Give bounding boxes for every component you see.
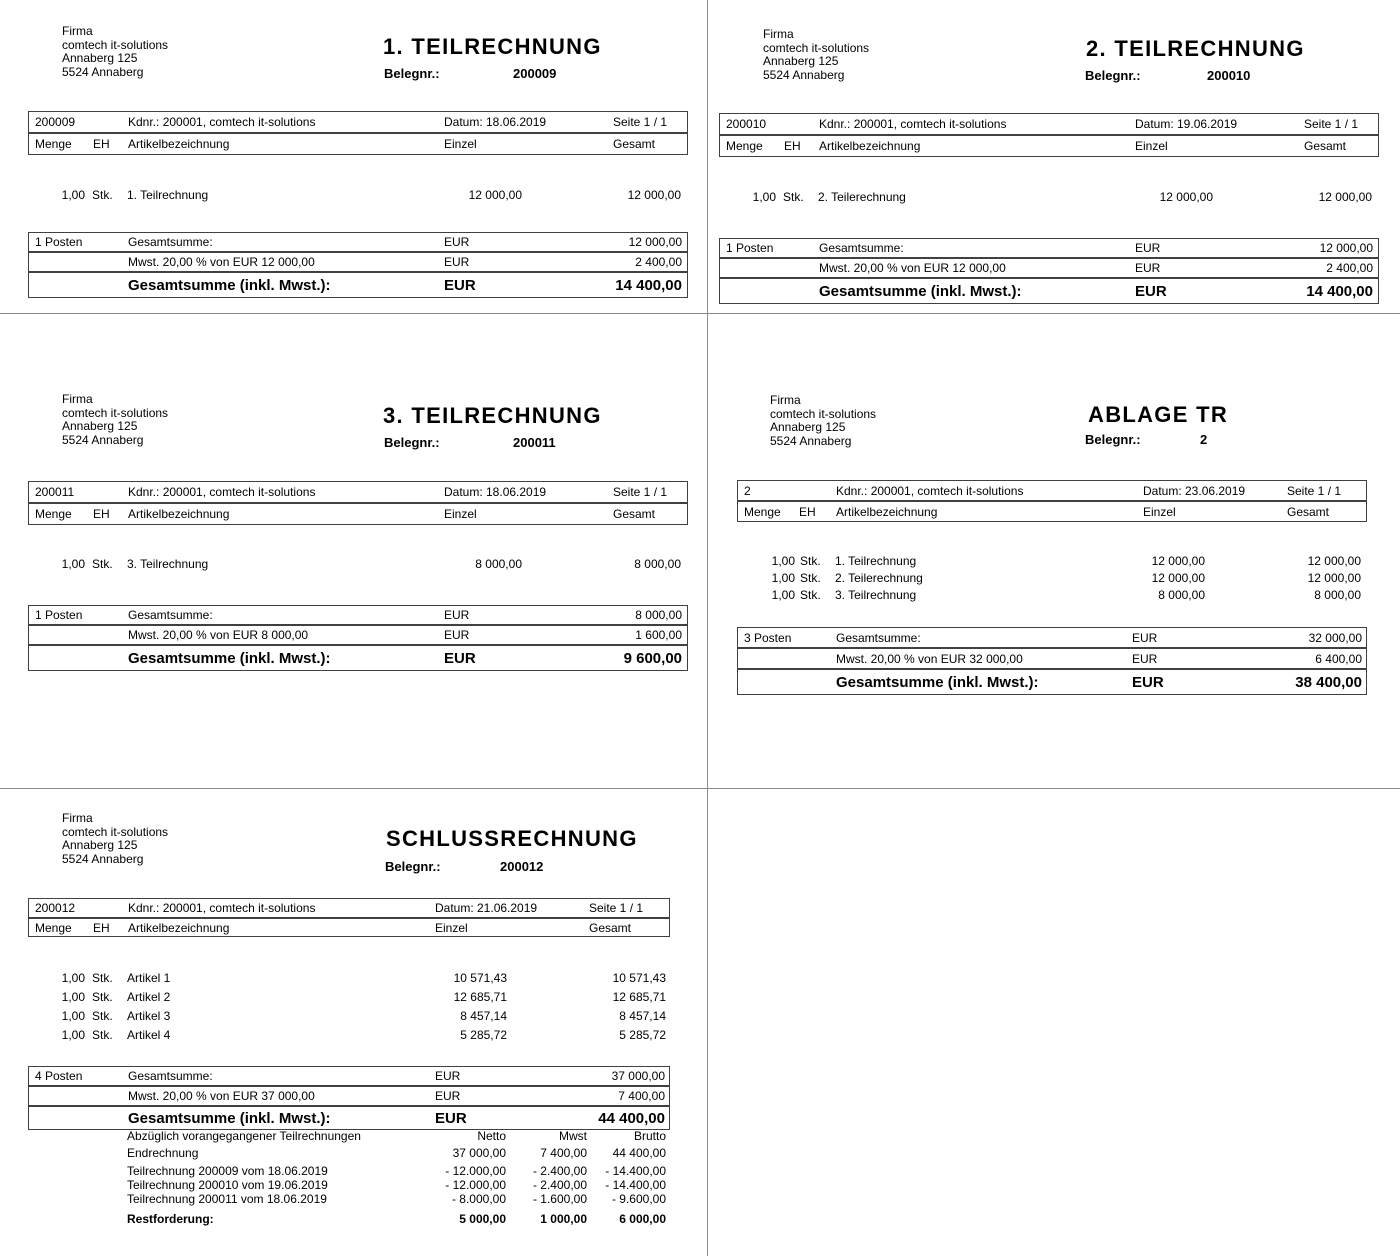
item-total: 10 571,43 xyxy=(612,970,666,985)
item-total: 5 285,72 xyxy=(619,1027,666,1042)
doc-number: 200009 xyxy=(35,115,76,129)
beleg-label: Belegnr.: xyxy=(1085,68,1141,83)
item-description: Artikel 2 xyxy=(127,989,171,1004)
currency: EUR xyxy=(1132,673,1164,691)
doc-number: 200010 xyxy=(726,117,767,131)
vat-value: 2 400,00 xyxy=(635,255,682,269)
item-unit: Stk. xyxy=(92,1027,113,1042)
deduction-mwst: - 1.600,00 xyxy=(532,1192,587,1206)
currency: EUR xyxy=(435,1069,461,1083)
deduction-label: Teilrechnung 200009 vom 18.06.2019 xyxy=(127,1164,328,1178)
teilrechnung-deduction-row xyxy=(28,1192,668,1206)
page-indicator: Seite 1 / 1 xyxy=(589,901,644,915)
col-menge: Menge xyxy=(744,504,781,519)
item-qty: 1,00 xyxy=(61,1027,85,1042)
col-einzel: Einzel xyxy=(444,507,477,521)
sender-line: Annaberg 125 xyxy=(62,51,138,66)
beleg-number: 200011 xyxy=(513,435,556,450)
item-description: 1. Teilrechnung xyxy=(835,553,917,568)
col-einzel: Einzel xyxy=(1143,504,1176,519)
doc-info-row xyxy=(29,899,669,919)
net-total-label: Gesamtsumme: xyxy=(128,1069,213,1083)
col-menge: Menge xyxy=(726,139,763,153)
item-qty: 1,00 xyxy=(61,187,85,202)
gross-total-label: Gesamtsumme (inkl. Mwst.): xyxy=(836,673,1039,691)
vat-label: Mwst. 20,00 % von EUR 12 000,00 xyxy=(128,255,315,269)
doc-info-row xyxy=(720,114,1378,136)
col-gesamt: Gesamt xyxy=(589,920,632,935)
vat-value: 7 400,00 xyxy=(618,1089,665,1103)
currency: EUR xyxy=(1132,630,1158,645)
vat-row xyxy=(29,626,687,646)
invoice-title: 2. TEILRECHNUNG xyxy=(1086,36,1305,61)
gross-total-value: 9 600,00 xyxy=(623,649,682,667)
sender-line: Annaberg 125 xyxy=(62,838,138,853)
gross-total-row xyxy=(720,279,1378,303)
sender-line: comtech it-solutions xyxy=(62,405,169,420)
col-gesamt: Gesamt xyxy=(1304,139,1347,153)
item-row xyxy=(28,555,686,572)
net-total-row xyxy=(29,606,687,626)
item-total: 8 000,00 xyxy=(1314,587,1361,602)
item-list xyxy=(719,188,1377,205)
net-total-value: 37 000,00 xyxy=(611,1069,665,1083)
item-description: Artikel 3 xyxy=(127,1008,171,1023)
col-einzel: Einzel xyxy=(1135,139,1168,153)
col-artikel: Artikelbezeichnung xyxy=(128,507,230,521)
item-total: 12 000,00 xyxy=(1307,570,1361,585)
vat-row xyxy=(29,253,687,273)
customer-number: Kdnr.: 200001, comtech it-solutions xyxy=(819,117,1007,131)
item-unit: Stk. xyxy=(800,587,821,602)
item-unit-price: 5 285,72 xyxy=(460,1027,507,1042)
header-table xyxy=(28,111,688,155)
currency: EUR xyxy=(435,1089,461,1103)
teilrechnung-deduction-row xyxy=(28,1164,668,1178)
deduction-brutto: - 9.600,00 xyxy=(611,1192,666,1206)
currency: EUR xyxy=(444,235,470,249)
vat-label: Mwst. 20,00 % von EUR 37 000,00 xyxy=(128,1089,315,1103)
column-header-row xyxy=(29,504,687,524)
net-total-row xyxy=(29,1067,669,1087)
gross-total-label: Gesamtsumme (inkl. Mwst.): xyxy=(819,282,1022,300)
horizontal-divider-1 xyxy=(0,313,1400,314)
beleg-label: Belegnr.: xyxy=(384,66,440,81)
invoice-title: 3. TEILRECHNUNG xyxy=(383,403,602,428)
vat-label: Mwst. 20,00 % von EUR 8 000,00 xyxy=(128,628,309,642)
posten-count: 1 Posten xyxy=(726,241,774,255)
endrechnung-row xyxy=(28,1145,668,1161)
teilrechnung-deduction-row xyxy=(28,1178,668,1192)
item-unit-price: 12 000,00 xyxy=(468,187,522,202)
item-unit: Stk. xyxy=(783,189,804,204)
sender-address xyxy=(763,28,869,83)
col-mwst: Mwst xyxy=(559,1129,587,1143)
sender-line: Firma xyxy=(763,27,794,41)
net-total-label: Gesamtsumme: xyxy=(128,235,213,249)
gross-total-value: 14 400,00 xyxy=(615,276,682,294)
col-artikel: Artikelbezeichnung xyxy=(836,504,938,519)
gross-total-value: 38 400,00 xyxy=(1295,673,1362,691)
col-eh: EH xyxy=(799,504,816,519)
beleg-number: 200009 xyxy=(513,66,557,81)
vat-value: 1 600,00 xyxy=(635,628,682,642)
header-table xyxy=(719,113,1379,157)
column-header-row xyxy=(720,136,1378,156)
sender-line: 5524 Annaberg xyxy=(62,65,144,80)
gross-total-label: Gesamtsumme (inkl. Mwst.): xyxy=(128,1109,331,1127)
sender-line: Firma xyxy=(62,811,93,825)
sender-address xyxy=(770,394,876,449)
item-description: 2. Teilerechnung xyxy=(835,570,923,585)
currency: EUR xyxy=(444,628,470,642)
beleg-label: Belegnr.: xyxy=(384,435,440,450)
net-total-row xyxy=(720,239,1378,259)
item-total: 12 000,00 xyxy=(1318,189,1372,204)
restforderung-brutto: 6 000,00 xyxy=(619,1212,666,1226)
item-total: 12 000,00 xyxy=(627,187,681,202)
item-row xyxy=(737,586,1365,603)
net-total-label: Gesamtsumme: xyxy=(836,630,921,645)
net-total-value: 32 000,00 xyxy=(1308,630,1362,645)
gross-total-row xyxy=(29,273,687,297)
vat-row xyxy=(720,259,1378,279)
restforderung-label: Restforderung: xyxy=(127,1212,214,1226)
sender-address xyxy=(62,812,168,867)
item-unit: Stk. xyxy=(800,570,821,585)
restforderung-netto: 5 000,00 xyxy=(459,1212,506,1226)
currency: EUR xyxy=(1135,241,1161,255)
gross-total-value: 14 400,00 xyxy=(1306,282,1373,300)
item-qty: 1,00 xyxy=(771,587,795,602)
net-total-label: Gesamtsumme: xyxy=(128,608,213,622)
col-artikel: Artikelbezeichnung xyxy=(128,920,230,935)
currency: EUR xyxy=(1135,261,1161,275)
item-total: 12 685,71 xyxy=(612,989,666,1004)
item-list xyxy=(28,968,668,1044)
item-total: 8 000,00 xyxy=(634,556,681,571)
doc-date: Datum: 18.06.2019 xyxy=(444,485,547,499)
deduction-title: Abzüglich vorangegangener Teilrechnungen xyxy=(127,1129,361,1143)
invoice-title: SCHLUSSRECHNUNG xyxy=(386,826,638,851)
sender-line: 5524 Annaberg xyxy=(763,68,845,83)
doc-date: Datum: 21.06.2019 xyxy=(435,901,538,915)
sender-line: Annaberg 125 xyxy=(763,54,839,69)
page-indicator: Seite 1 / 1 xyxy=(1304,117,1359,131)
gross-total-row xyxy=(29,1107,669,1129)
sender-line: 5524 Annaberg xyxy=(62,852,144,867)
beleg-number: 2 xyxy=(1200,432,1208,447)
item-description: 1. Teilrechnung xyxy=(127,187,209,202)
item-qty: 1,00 xyxy=(771,570,795,585)
column-header-row xyxy=(29,919,669,936)
sender-address xyxy=(62,25,168,80)
vat-value: 6 400,00 xyxy=(1315,651,1362,666)
item-row xyxy=(28,1025,668,1044)
sender-line: comtech it-solutions xyxy=(62,37,169,52)
deduction-mwst: - 2.400,00 xyxy=(532,1164,587,1178)
summary-table xyxy=(737,627,1367,695)
gross-total-value: 44 400,00 xyxy=(598,1109,665,1127)
posten-count: 4 Posten xyxy=(35,1069,83,1083)
customer-number: Kdnr.: 200001, comtech it-solutions xyxy=(128,485,316,499)
header-table xyxy=(28,481,688,525)
endrechnung-netto: 37 000,00 xyxy=(452,1146,506,1160)
item-row xyxy=(719,188,1377,205)
item-unit-price: 12 685,71 xyxy=(453,989,507,1004)
sender-line: 5524 Annaberg xyxy=(62,433,144,448)
posten-count: 3 Posten xyxy=(744,630,792,645)
deduction-netto: - 12.000,00 xyxy=(445,1178,506,1192)
sender-line: Firma xyxy=(62,392,93,406)
col-gesamt: Gesamt xyxy=(613,137,656,151)
item-description: 3. Teilrechnung xyxy=(127,556,209,571)
item-unit-price: 8 000,00 xyxy=(475,556,522,571)
page-indicator: Seite 1 / 1 xyxy=(613,485,668,499)
sender-line: comtech it-solutions xyxy=(763,40,870,55)
gross-total-label: Gesamtsumme (inkl. Mwst.): xyxy=(128,649,331,667)
customer-number: Kdnr.: 200001, comtech it-solutions xyxy=(128,901,316,915)
beleg-label: Belegnr.: xyxy=(1085,432,1141,447)
col-eh: EH xyxy=(93,920,110,935)
beleg-number: 200010 xyxy=(1207,68,1251,83)
posten-count: 1 Posten xyxy=(35,235,83,249)
net-total-row xyxy=(738,628,1366,649)
deduction-brutto: - 14.400,00 xyxy=(605,1178,666,1192)
page-indicator: Seite 1 / 1 xyxy=(1287,483,1342,498)
item-qty: 1,00 xyxy=(61,556,85,571)
customer-number: Kdnr.: 200001, comtech it-solutions xyxy=(836,483,1024,498)
invoice-title: ABLAGE TR xyxy=(1088,402,1229,427)
deduction-block xyxy=(28,1128,668,1227)
item-description: Artikel 1 xyxy=(127,970,171,985)
doc-number: 2 xyxy=(744,483,751,498)
item-list xyxy=(28,555,686,572)
sender-line: Firma xyxy=(62,24,93,38)
item-qty: 1,00 xyxy=(61,989,85,1004)
doc-info-row xyxy=(738,481,1366,502)
currency: EUR xyxy=(1135,282,1167,300)
vertical-divider xyxy=(707,0,708,1256)
item-description: 2. Teilerechnung xyxy=(818,189,906,204)
doc-info-row xyxy=(29,112,687,134)
item-qty: 1,00 xyxy=(752,189,776,204)
endrechnung-label: Endrechnung xyxy=(127,1146,199,1160)
horizontal-divider-2 xyxy=(0,788,1400,789)
sender-line: comtech it-solutions xyxy=(770,406,877,421)
col-artikel: Artikelbezeichnung xyxy=(819,139,921,153)
doc-date: Datum: 18.06.2019 xyxy=(444,115,547,129)
summary-table xyxy=(28,1066,670,1130)
item-unit: Stk. xyxy=(92,556,113,571)
col-menge: Menge xyxy=(35,507,72,521)
column-header-row xyxy=(29,134,687,154)
col-netto: Netto xyxy=(477,1129,506,1143)
item-total: 8 457,14 xyxy=(619,1008,666,1023)
posten-count: 1 Posten xyxy=(35,608,83,622)
col-menge: Menge xyxy=(35,920,72,935)
beleg-number: 200012 xyxy=(500,859,544,874)
sender-line: Firma xyxy=(770,393,801,407)
col-menge: Menge xyxy=(35,137,72,151)
net-total-label: Gesamtsumme: xyxy=(819,241,904,255)
currency: EUR xyxy=(444,649,476,667)
item-row xyxy=(28,186,686,203)
item-unit-price: 12 000,00 xyxy=(1151,570,1205,585)
invoice-title: 1. TEILRECHNUNG xyxy=(383,34,602,59)
item-unit: Stk. xyxy=(92,1008,113,1023)
col-artikel: Artikelbezeichnung xyxy=(128,137,230,151)
deduction-netto: - 12.000,00 xyxy=(445,1164,506,1178)
col-einzel: Einzel xyxy=(435,920,468,935)
item-row xyxy=(28,1006,668,1025)
col-eh: EH xyxy=(93,507,110,521)
gross-total-row xyxy=(738,670,1366,694)
doc-date: Datum: 19.06.2019 xyxy=(1135,117,1238,131)
doc-number: 200012 xyxy=(35,901,76,915)
item-row xyxy=(737,552,1365,569)
deduction-brutto: - 14.400,00 xyxy=(605,1164,666,1178)
vat-value: 2 400,00 xyxy=(1326,261,1373,275)
col-brutto: Brutto xyxy=(633,1129,666,1143)
item-unit: Stk. xyxy=(92,989,113,1004)
sender-line: Annaberg 125 xyxy=(770,420,846,435)
item-list xyxy=(737,552,1365,603)
item-qty: 1,00 xyxy=(61,1008,85,1023)
item-unit-price: 10 571,43 xyxy=(453,970,507,985)
doc-info-row xyxy=(29,482,687,504)
endrechnung-brutto: 44 400,00 xyxy=(612,1146,666,1160)
sender-line: Annaberg 125 xyxy=(62,419,138,434)
vat-row xyxy=(29,1087,669,1107)
sender-line: comtech it-solutions xyxy=(62,824,169,839)
item-total: 12 000,00 xyxy=(1307,553,1361,568)
gross-total-label: Gesamtsumme (inkl. Mwst.): xyxy=(128,276,331,294)
summary-table xyxy=(28,232,688,298)
net-total-value: 8 000,00 xyxy=(635,608,682,622)
item-unit-price: 8 000,00 xyxy=(1158,587,1205,602)
item-unit-price: 12 000,00 xyxy=(1151,553,1205,568)
gross-total-row xyxy=(29,646,687,670)
summary-table xyxy=(719,238,1379,304)
currency: EUR xyxy=(435,1109,467,1127)
deduction-netto: - 8.000,00 xyxy=(451,1192,506,1206)
currency: EUR xyxy=(444,255,470,269)
column-header-row xyxy=(738,502,1366,521)
currency: EUR xyxy=(1132,651,1158,666)
net-total-row xyxy=(29,233,687,253)
vat-label: Mwst. 20,00 % von EUR 32 000,00 xyxy=(836,651,1023,666)
item-unit-price: 8 457,14 xyxy=(460,1008,507,1023)
endrechnung-mwst: 7 400,00 xyxy=(540,1146,587,1160)
item-description: Artikel 4 xyxy=(127,1027,171,1042)
net-total-value: 12 000,00 xyxy=(628,235,682,249)
item-row xyxy=(28,968,668,987)
col-eh: EH xyxy=(93,137,110,151)
deduction-label: Teilrechnung 200010 vom 19.06.2019 xyxy=(127,1178,328,1192)
page-indicator: Seite 1 / 1 xyxy=(613,115,668,129)
summary-table xyxy=(28,605,688,671)
col-eh: EH xyxy=(784,139,801,153)
col-gesamt: Gesamt xyxy=(613,507,656,521)
col-einzel: Einzel xyxy=(444,137,477,151)
deduction-label: Teilrechnung 200011 vom 18.06.2019 xyxy=(127,1192,327,1206)
sender-line: 5524 Annaberg xyxy=(770,434,852,449)
currency: EUR xyxy=(444,608,470,622)
net-total-value: 12 000,00 xyxy=(1319,241,1373,255)
item-list xyxy=(28,186,686,203)
customer-number: Kdnr.: 200001, comtech it-solutions xyxy=(128,115,316,129)
currency: EUR xyxy=(444,276,476,294)
beleg-label: Belegnr.: xyxy=(385,859,441,874)
item-qty: 1,00 xyxy=(771,553,795,568)
doc-date: Datum: 23.06.2019 xyxy=(1143,483,1246,498)
header-table xyxy=(28,898,670,937)
deduction-mwst: - 2.400,00 xyxy=(532,1178,587,1192)
item-description: 3. Teilrechnung xyxy=(835,587,917,602)
sender-address xyxy=(62,393,168,448)
vat-row xyxy=(738,649,1366,670)
deduction-header-row xyxy=(28,1128,668,1144)
col-gesamt: Gesamt xyxy=(1287,504,1330,519)
item-unit: Stk. xyxy=(92,187,113,202)
item-unit: Stk. xyxy=(92,970,113,985)
restforderung-row xyxy=(28,1211,668,1227)
item-unit: Stk. xyxy=(800,553,821,568)
doc-number: 200011 xyxy=(35,485,75,499)
restforderung-mwst: 1 000,00 xyxy=(540,1212,587,1226)
header-table xyxy=(737,480,1367,522)
item-row xyxy=(737,569,1365,586)
item-row xyxy=(28,987,668,1006)
item-unit-price: 12 000,00 xyxy=(1159,189,1213,204)
item-qty: 1,00 xyxy=(61,970,85,985)
vat-label: Mwst. 20,00 % von EUR 12 000,00 xyxy=(819,261,1006,275)
